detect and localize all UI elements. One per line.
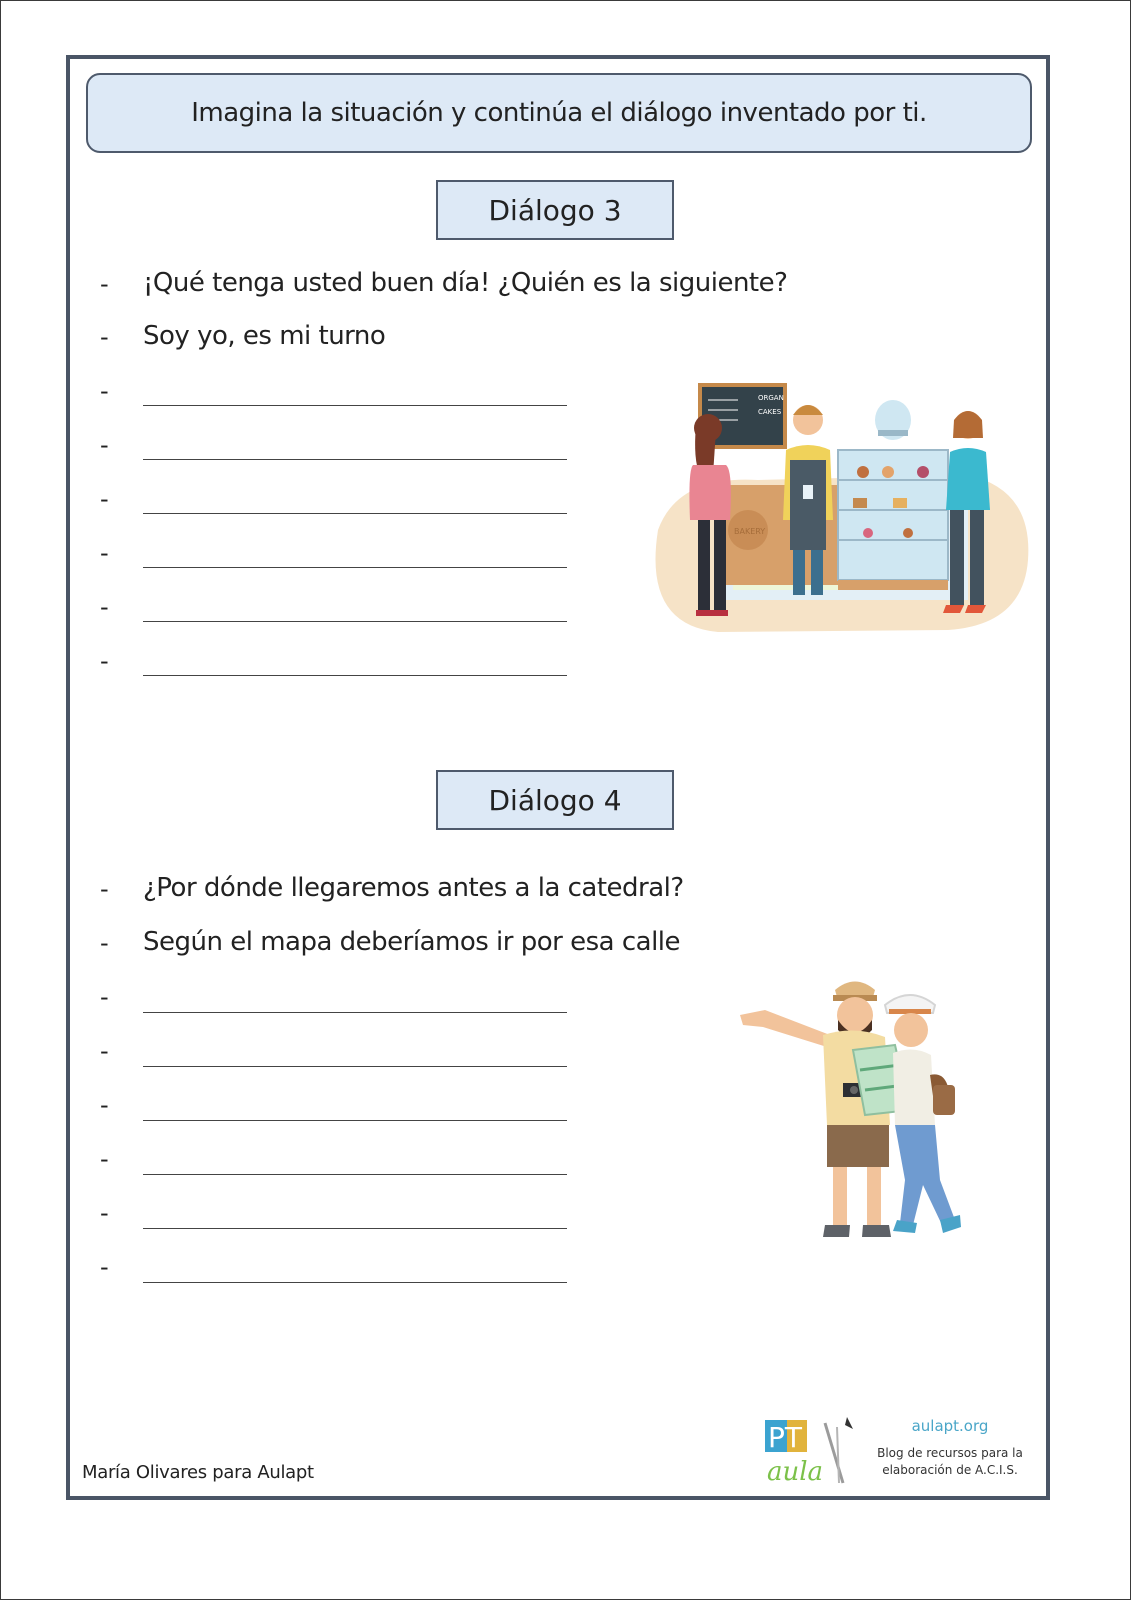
dialog-4-dash-7: -: [100, 1199, 109, 1227]
dialog-4-answer-line-4[interactable]: [143, 1174, 567, 1175]
dialog-3-dash-2: -: [100, 323, 109, 351]
dialog-3-title-box: [436, 180, 674, 240]
dialog-3-answer-line-2[interactable]: [143, 459, 567, 460]
dialog-3-line-1: ¡Qué tenga usted buen día! ¿Quién es la siguiente?: [143, 268, 788, 298]
board-text-2: CAKES: [758, 408, 782, 416]
logo-tagline-1: Blog de recursos para la: [877, 1446, 1023, 1460]
dialog-4-title: Diálogo 4: [488, 783, 622, 817]
counter-sign: BAKERY: [734, 527, 766, 536]
dialog-4-dash-3: -: [100, 983, 109, 1011]
dialog-3-dash-8: -: [100, 647, 109, 675]
dialog-3-answer-line-3[interactable]: [143, 513, 567, 514]
board-text-1: ORGAN: [758, 394, 784, 402]
logo-url[interactable]: aulapt.org: [911, 1417, 989, 1435]
dialog-3-answer-line-5[interactable]: [143, 621, 567, 622]
dialog-3-dash-5: -: [100, 485, 109, 513]
dialog-4-answer-line-6[interactable]: [143, 1282, 567, 1283]
dialog-4-dash-8: -: [100, 1253, 109, 1281]
dialog-4-dash-5: -: [100, 1091, 109, 1119]
dialog-4-dash-1: -: [100, 875, 109, 903]
dialog-4-dash-2: -: [100, 929, 109, 957]
author-credit: María Olivares para Aulapt: [82, 1462, 314, 1483]
dialog-3-dash-7: -: [100, 593, 109, 621]
dialog-4-answer-line-1[interactable]: [143, 1012, 567, 1013]
dialog-4-title-box: [436, 770, 674, 830]
logo-word: aula: [767, 1457, 824, 1487]
dialog-3-dash-4: -: [100, 431, 109, 459]
dialog-3-line-2: Soy yo, es mi turno: [143, 321, 386, 351]
dialog-3-answer-line-1[interactable]: [143, 405, 567, 406]
dialog-4-answer-line-3[interactable]: [143, 1120, 567, 1121]
dialog-4-line-1: ¿Por dónde llegaremos antes a la catedral?: [143, 873, 684, 903]
bakery-illustration: [638, 380, 1038, 645]
dialog-4-answer-line-5[interactable]: [143, 1228, 567, 1229]
instruction-text: Imagina la situación y continúa el diálogo inventado por ti.: [191, 98, 927, 128]
dialog-4-line-2: Según el mapa deberíamos ir por esa calle: [143, 927, 681, 957]
dialog-3-answer-line-6[interactable]: [143, 675, 567, 676]
tourists-illustration: [735, 975, 995, 1260]
instruction-banner: [86, 73, 1032, 153]
aulapt-logo-mark: [765, 1415, 865, 1490]
dialog-3-dash-1: -: [100, 270, 109, 298]
dialog-3-title: Diálogo 3: [488, 193, 622, 227]
aulapt-logo[interactable]: [765, 1415, 1035, 1490]
logo-letters: PT: [768, 1421, 802, 1454]
logo-tagline-2: elaboración de A.C.I.S.: [882, 1463, 1018, 1477]
dialog-3-dash-6: -: [100, 539, 109, 567]
dialog-4-answer-line-2[interactable]: [143, 1066, 567, 1067]
dialog-4-dash-4: -: [100, 1037, 109, 1065]
dialog-4-dash-6: -: [100, 1145, 109, 1173]
dialog-3-dash-3: -: [100, 377, 109, 405]
dialog-3-answer-line-4[interactable]: [143, 567, 567, 568]
logo-tagline: [870, 1445, 1030, 1479]
